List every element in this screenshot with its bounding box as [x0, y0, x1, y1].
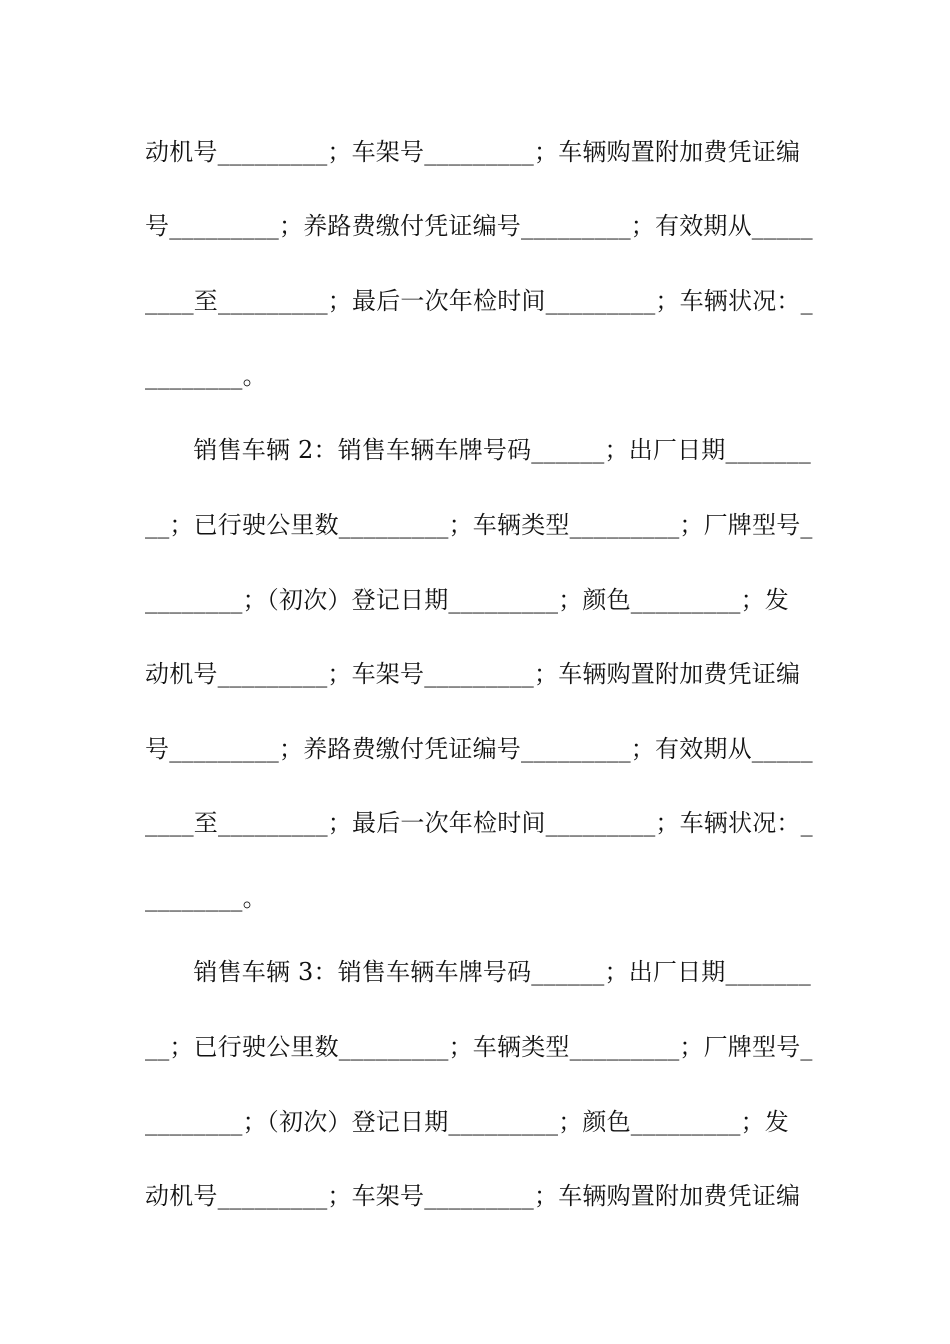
text-line: ________；（初次）登记日期_________；颜色_________；发 — [145, 1108, 789, 1136]
text-line: __；已行驶公里数_________；车辆类型_________；厂牌型号_ — [145, 1033, 813, 1061]
text-line: ____至_________；最后一次年检时间_________；车辆状况：_ — [145, 809, 813, 837]
paragraph-start-line: 销售车辆 2：销售车辆车牌号码______；出厂日期_______ — [145, 436, 811, 464]
text-line: ____至_________；最后一次年检时间_________；车辆状况：_ — [145, 287, 813, 315]
text-line: 动机号_________；车架号_________；车辆购置附加费凭证编 — [145, 660, 801, 688]
paragraph-start-line: 销售车辆 3：销售车辆车牌号码______；出厂日期_______ — [145, 958, 811, 986]
text-line: ________；（初次）登记日期_________；颜色_________；发 — [145, 586, 789, 614]
text-line: __；已行驶公里数_________；车辆类型_________；厂牌型号_ — [145, 511, 813, 539]
text-line: ________。 — [145, 362, 267, 390]
text-line: 号_________；养路费缴付凭证编号_________；有效期从_____ — [145, 735, 813, 763]
text-line: 动机号_________；车架号_________；车辆购置附加费凭证编 — [145, 138, 801, 166]
text-line: 号_________；养路费缴付凭证编号_________；有效期从_____ — [145, 212, 813, 240]
text-line: ________。 — [145, 884, 267, 912]
text-line: 动机号_________；车架号_________；车辆购置附加费凭证编 — [145, 1182, 801, 1210]
